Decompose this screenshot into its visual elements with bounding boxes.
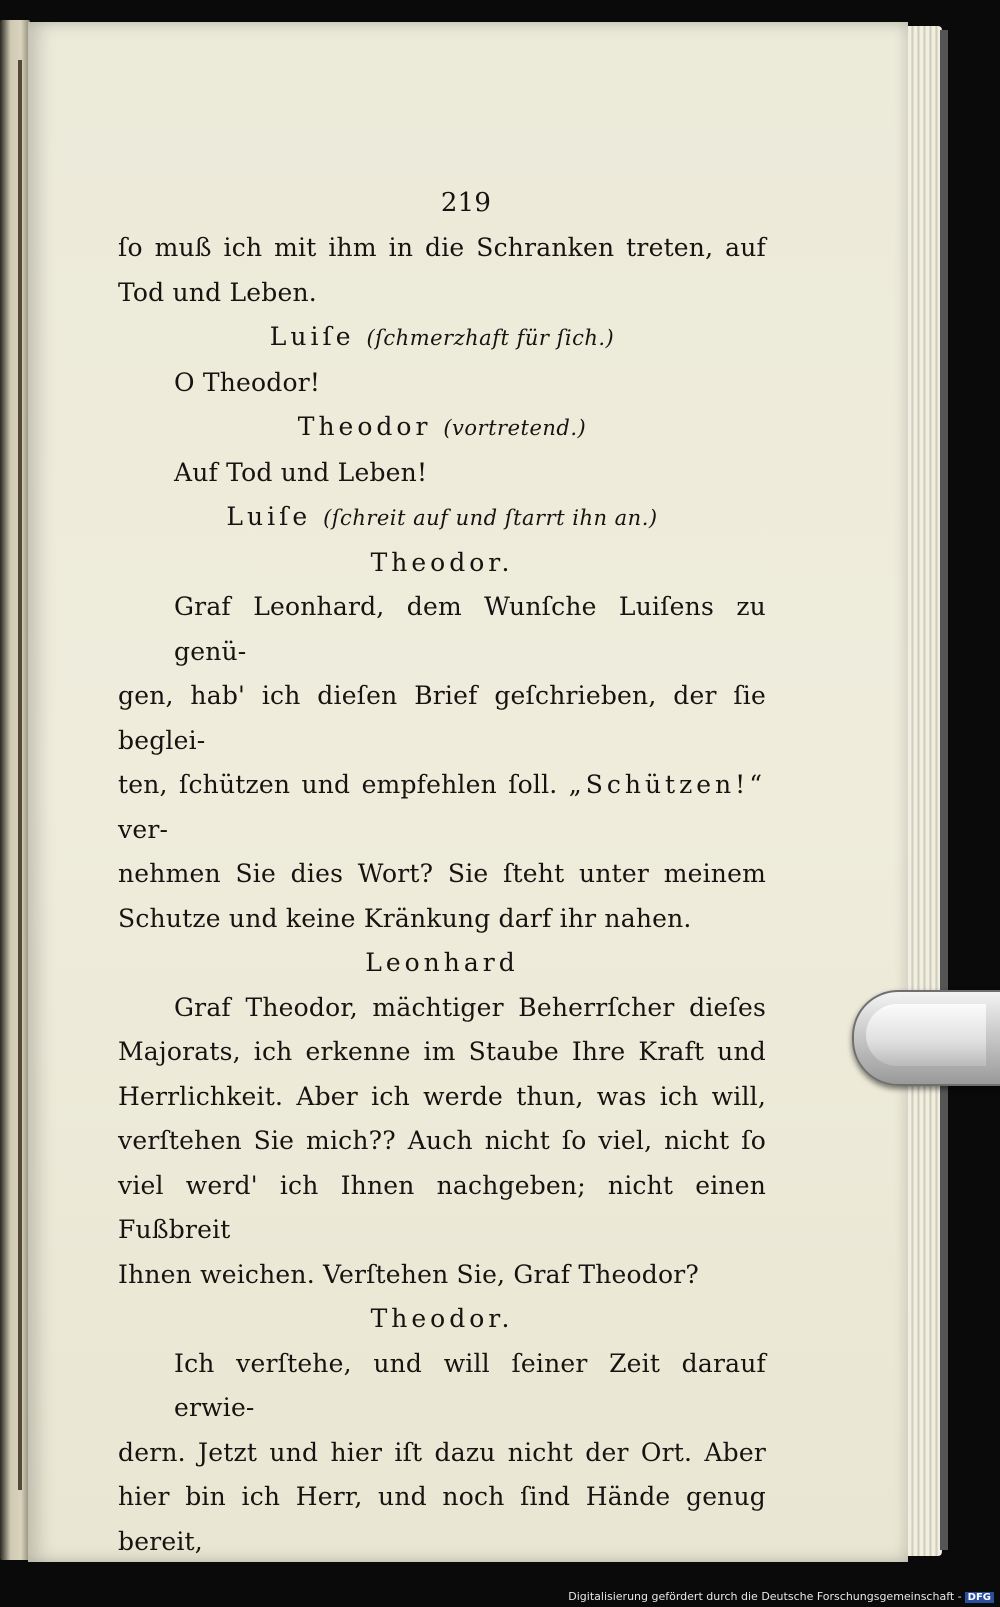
speaker-name: Theodor. [370, 1304, 514, 1333]
stage-direction: (ſchreit auf und ſtarrt ihn an.) [323, 506, 658, 530]
speaker-line [118, 495, 766, 541]
text-line [118, 763, 766, 852]
speaker-name: Luiſe [269, 322, 355, 351]
emphasized-word: „Schützen!“ [568, 770, 766, 799]
text-line: verſtehen Sie mich?? Auch nicht ſo viel, nicht ſo [118, 1126, 766, 1155]
page-stack-shadow [940, 30, 948, 1550]
text-line: nehmen Sie dies Wort? Sie ſteht unter meinem [118, 859, 766, 888]
speaker-line [118, 405, 766, 451]
text-line: Ich verſtehe, und will ſeiner Zeit darauf erwie- [174, 1348, 766, 1422]
text-line: gen, hab' ich dieſen Brief geſchrieben, der ſie beglei- [118, 681, 766, 755]
text-line: Graf Theodor, mächtiger Beherrſcher dieſes [174, 992, 766, 1022]
text-line: Ihnen weichen. Verſtehen Sie, Graf Theodor? [118, 1259, 700, 1289]
speaker-line [118, 315, 766, 361]
text-line: Majorats, ich erkenne im Staube Ihre Kraft und [118, 1037, 766, 1066]
text-segment: ver- [118, 814, 169, 844]
stage-direction: (ſchmerzhaft für ſich.) [366, 326, 615, 350]
speaker-name: Theodor. [370, 547, 514, 577]
speaker-name: Leonhard [365, 948, 519, 977]
page-clip-highlight [866, 1004, 986, 1066]
text-line: dern. Jetzt und hier iſt dazu nicht der Ort. Aber [118, 1437, 766, 1467]
previous-page-edge [0, 20, 30, 1560]
text-line: viel werd' ich Ihnen nachgeben; nicht einen Fußbreit [118, 1170, 766, 1244]
stage-direction: (vortretend.) [443, 416, 587, 440]
text-segment: ten, ſchützen und empfehlen ſoll. [118, 770, 558, 799]
text-line: Auf Tod und Leben! [174, 457, 428, 487]
text-line: Tod und Leben. [118, 277, 317, 307]
text-line: Graf Leonhard, dem Wunſche Luiſens zu genü- [174, 592, 766, 666]
text-line: ſo muß ich mit ihm in die Schranken treten, auf [118, 233, 766, 262]
dfg-logo: DFG [965, 1592, 994, 1603]
text-line: Herrlichkeit. Aber ich werde thun, was ich will, [118, 1081, 766, 1111]
page-clip [852, 990, 1000, 1086]
text-line: O Theodor! [174, 367, 321, 397]
page-stack-edge [902, 26, 942, 1556]
digitization-credit [568, 1590, 994, 1603]
text-line: hier bin ich Herr, und noch ſind Hände genug bereit, [118, 1482, 766, 1556]
speaker-name: Theodor [297, 412, 432, 441]
text-line: Schutze und keine Kränkung darf ihr nahen. [118, 903, 692, 933]
binding-thread [18, 60, 22, 1490]
page-number: 219 [440, 188, 492, 218]
page-text [118, 180, 766, 1564]
speaker-name: Luiſe [226, 502, 312, 531]
credit-text: Digitalisierung gefördert durch die Deutsche Forschungsgemeinschaft - [568, 1590, 962, 1603]
